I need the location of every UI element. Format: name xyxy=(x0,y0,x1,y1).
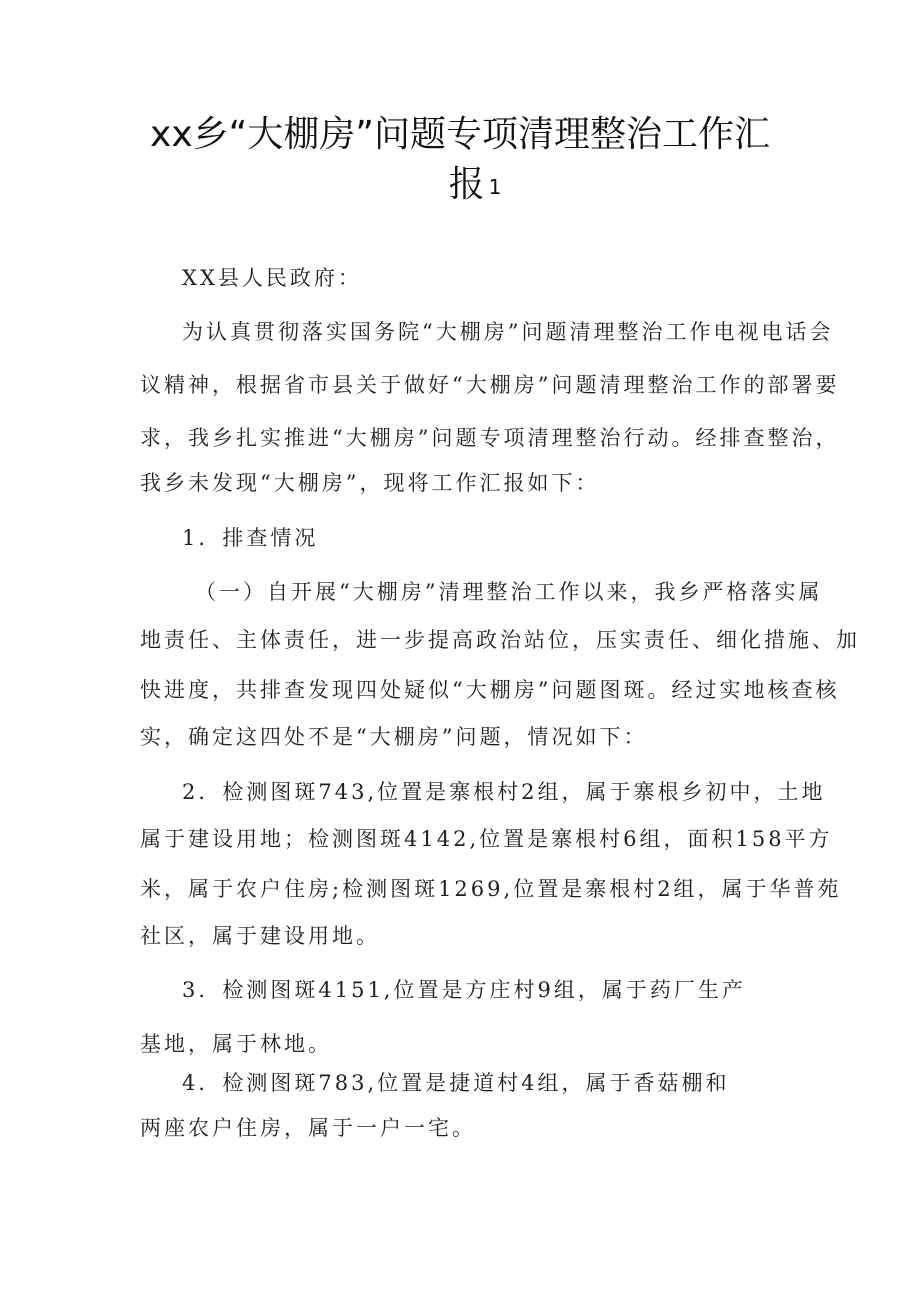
para2-line2: 地责任、主体责任，进一步提高政治站位，压实责任、细化措施、加 xyxy=(140,628,860,652)
document-title xyxy=(0,110,920,214)
para3-line1: 2．检测图斑743,位置是寨根村2组，属于寨根乡初中，土地 xyxy=(182,780,826,804)
para2-line3: 快进度，共排查发现四处疑似“大棚房”问题图斑。经过实地核查核 xyxy=(140,678,840,702)
title-line-2 xyxy=(0,160,920,214)
para2-line1: （一）自开展“大棚房”清理整治工作以来，我乡严格落实属 xyxy=(195,580,823,604)
para4-line1: 3．检测图斑4151,位置是方庄村9组，属于药厂生产 xyxy=(182,978,746,1002)
para1-line3: 求，我乡扎实推进“大棚房”问题专项清理整治行动。经排查整治， xyxy=(140,426,840,450)
para3-line4: 社区，属于建设用地。 xyxy=(140,924,380,948)
title-line-2-text: 报 xyxy=(448,164,485,205)
para1-line1: 为认真贯彻落实国务院“大棚房”问题清理整治工作电视电话会 xyxy=(182,320,834,344)
para1-line2: 议精神，根据省市县关于做好“大棚房”问题清理整治工作的部署要 xyxy=(140,373,840,397)
section-heading-1: 1．排查情况 xyxy=(182,526,319,550)
para2-line4: 实，确定这四处不是“大棚房”问题，情况如下： xyxy=(140,725,648,749)
para5-line2: 两座农户住房，属于一户一宅。 xyxy=(140,1116,476,1140)
salutation: XX县人民政府： xyxy=(182,266,362,290)
para4-line2: 基地，属于林地。 xyxy=(140,1032,332,1056)
para5-line1: 4．检测图斑783,位置是捷道村4组，属于香菇棚和 xyxy=(182,1071,730,1095)
para3-line2: 属于建设用地；检测图斑4142,位置是寨根村6组，面积158平方 xyxy=(140,827,833,851)
title-footnote-mark: 1 xyxy=(488,175,502,199)
para1-line4: 我乡未发现“大棚房”，现将工作汇报如下： xyxy=(140,471,600,495)
para3-line3: 米，属于农户住房;检测图斑1269,位置是寨根村2组，属于华普苑 xyxy=(140,877,842,901)
title-line-1: xx乡“大棚房”问题专项清理整治工作汇 xyxy=(150,114,770,155)
